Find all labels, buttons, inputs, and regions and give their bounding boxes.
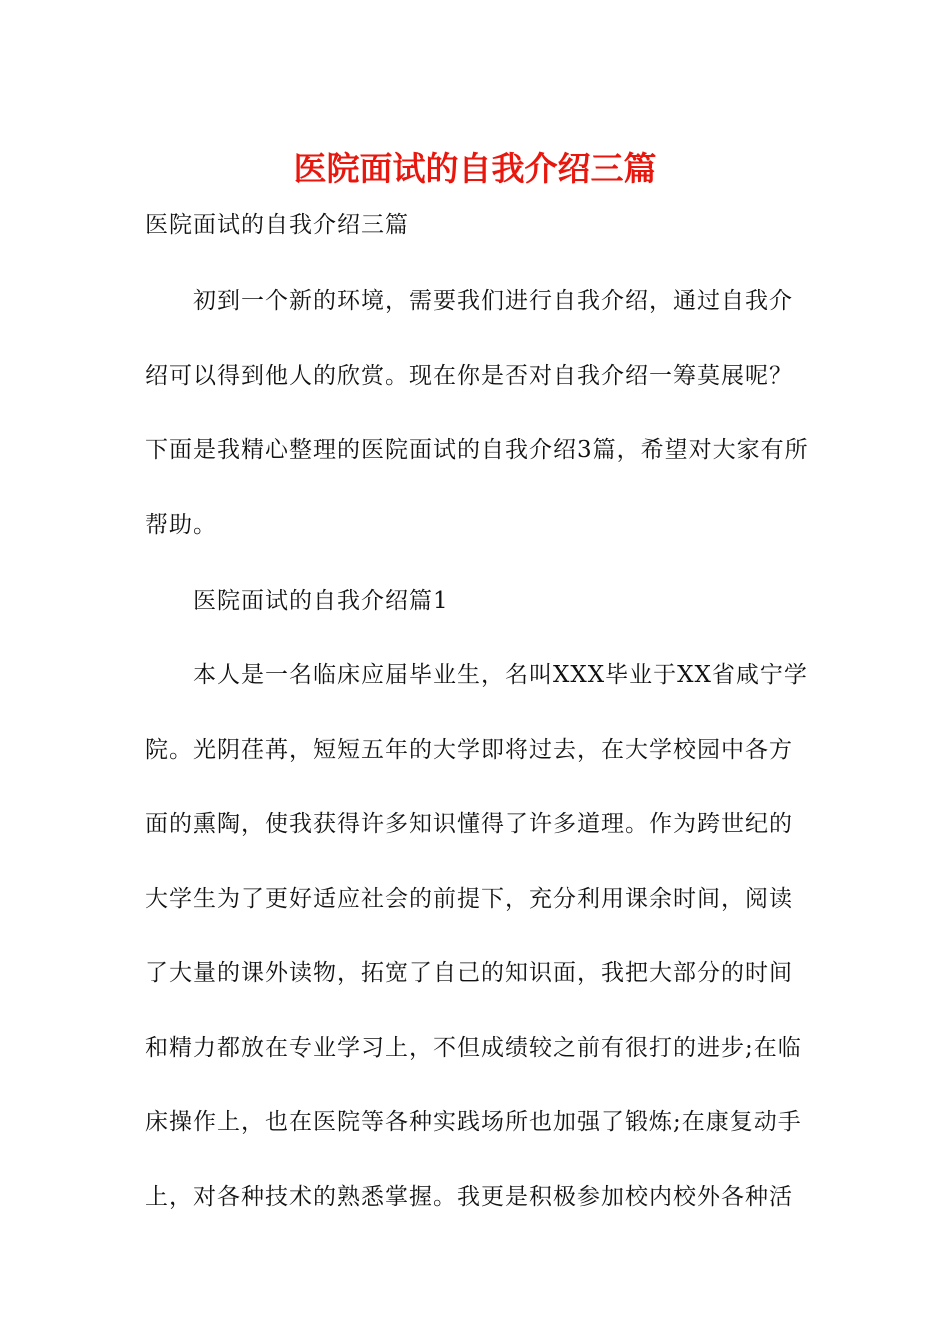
intro-paragraph: 初到一个新的环境，需要我们进行自我介绍，通过自我介绍可以得到他人的欣赏。现在你是否对自我介绍一筹莫展呢？下面是我精心整理的医院面试的自我介绍3篇，希望对大家有所帮助。 <box>145 288 809 538</box>
body-paragraph: 本人是一名临床应届毕业生，名叫XXX毕业于XX省咸宁学院。光阴荏苒，短短五年的大学即将过去，在大学校园中各方面的熏陶，使我获得许多知识懂得了许多道理。作为跨世纪的大学生为了更好适应社会的前提下，充分利用课余时间，阅读了大量的课外读物，拓宽了自己的知识面，我把大部分的时间和精力都放在专业学习上，不但成绩较之前有很打的进步;在临床操作上，也在医院等各种实践场所也加强了锻炼;在康复动手上，对各种技术的熟悉掌握。我更是积极参加校内校外各种活 <box>145 662 808 1210</box>
section-heading-1: 医院面试的自我介绍篇1 <box>193 588 449 614</box>
document-title: 医院面试的自我介绍三篇 <box>293 149 657 188</box>
document-subtitle: 医院面试的自我介绍三篇 <box>145 212 409 238</box>
